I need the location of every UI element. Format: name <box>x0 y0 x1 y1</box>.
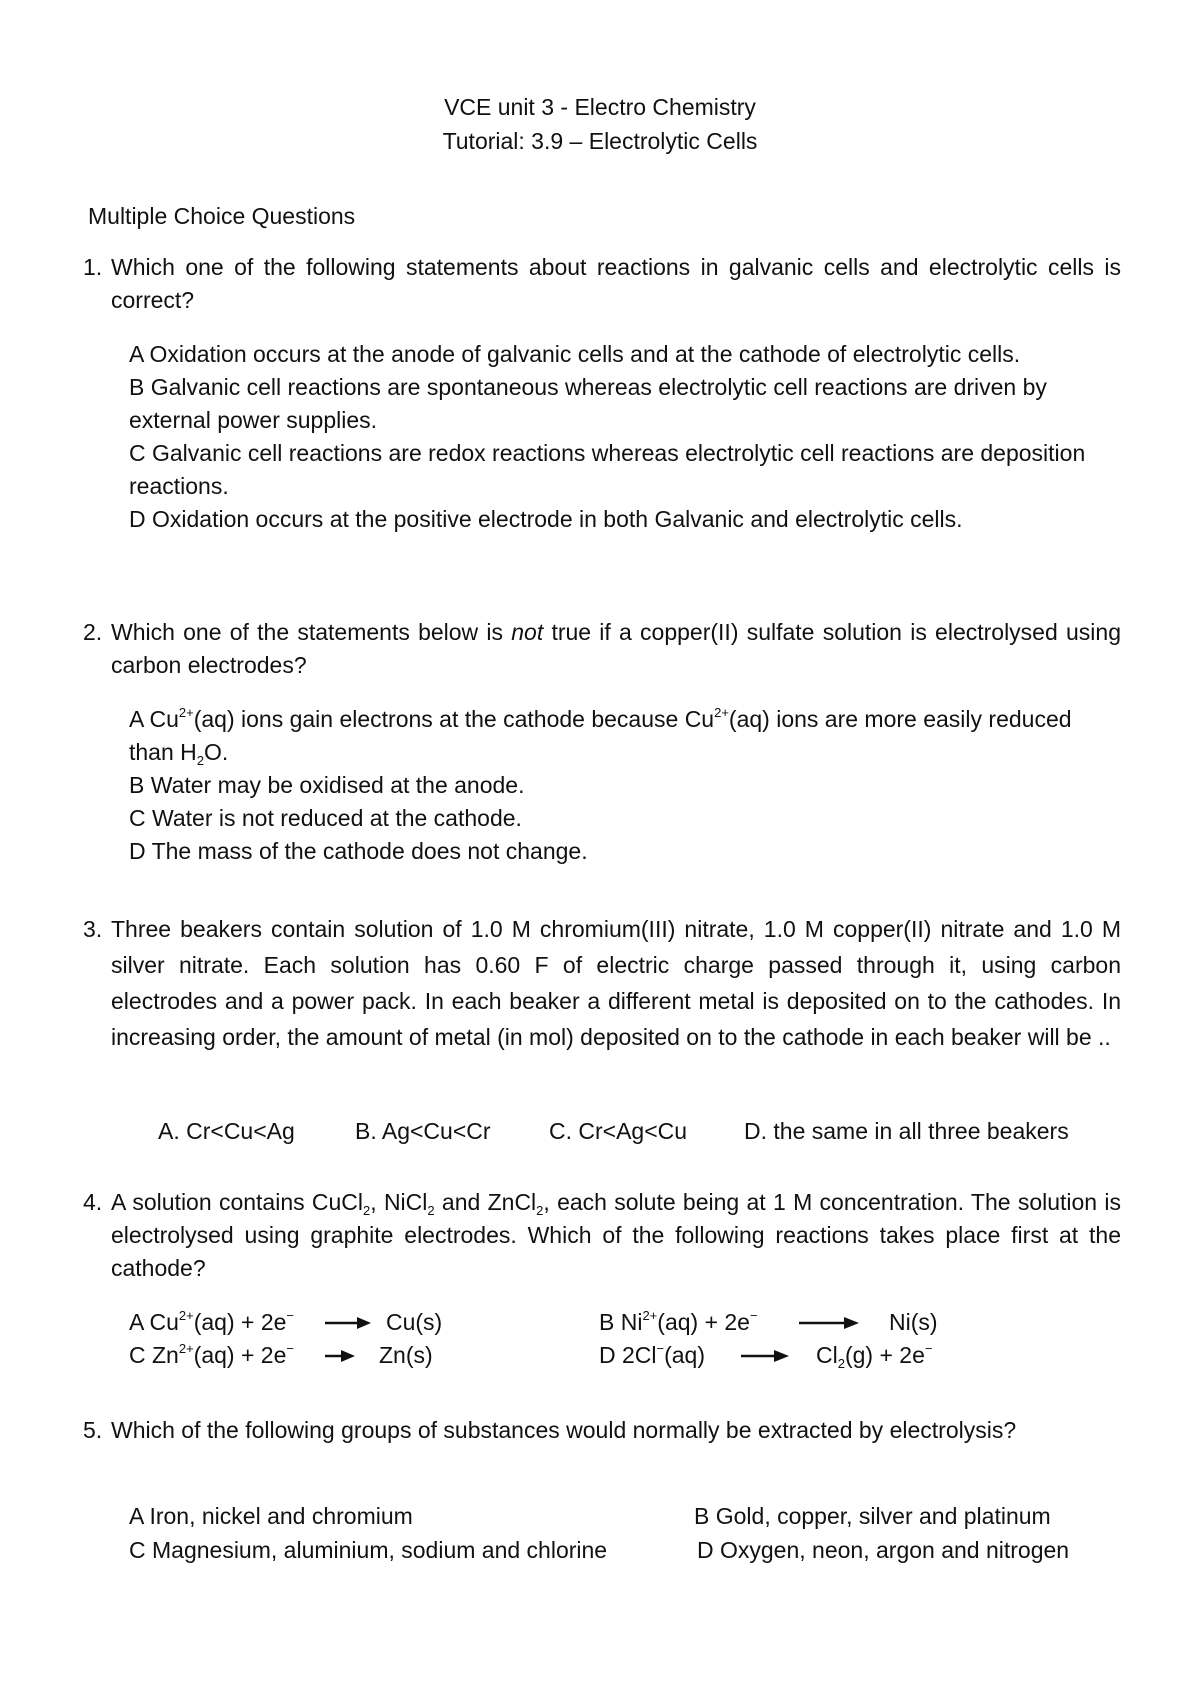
option-b-product: Ni(s) <box>889 1309 938 1335</box>
option-d: D 2Cl−(aq) <box>599 1341 706 1368</box>
question-4 <box>83 1186 1121 1285</box>
reaction-arrow-icon <box>799 1316 859 1330</box>
option-d: D. the same in all three beakers <box>744 1118 1069 1144</box>
option-d: D Oxidation occurs at the positive electrode in both Galvanic and electrolytic cells. <box>129 506 963 532</box>
question-4-options <box>129 1306 1119 1376</box>
option-a-product: Cu(s) <box>386 1309 443 1335</box>
option-b: B Galvanic cell reactions are spontaneous whereas electrolytic cell reactions are driven by external power supplies. <box>129 374 1047 433</box>
option-a: A $Cu^{2+}(aq)$ ions gain electrons at the cathode because $Cu^{2+}(aq)$ ions are more easily reduced than $H_2O$. <box>129 705 1072 768</box>
emphasis-not: not <box>511 619 544 645</box>
question-text: Three beakers contain solution of 1.0 M chromium(III) nitrate, 1.0 M copper(II) nitrate and 1.0 M silver nitrate. Each solution has 0.60 F of electric charge passed through it, using carbon electrodes and a power pack. In each beaker a different metal is deposited on to the cathodes. In increasing order, the amount of metal (in mol) deposited on to the cathode in each beaker will be .. <box>111 916 1121 1050</box>
question-3 <box>83 911 1121 1055</box>
option-d: D Oxygen, neon, argon and nitrogen <box>697 1537 1070 1563</box>
section-heading: Multiple Choice Questions <box>88 203 356 229</box>
option-a: A Oxidation occurs at the anode of galvanic cells and at the cathode of electrolytic cells. <box>129 341 1021 367</box>
question-1-options <box>129 338 1121 536</box>
question-text: Which of the following groups of substances would normally be extracted by electrolysis? <box>111 1417 1017 1443</box>
option-b: B. Ag<Cu<Cr <box>355 1118 491 1144</box>
option-c: C Magnesium, aluminium, sodium and chlorine <box>129 1537 608 1563</box>
document-subtitle: Tutorial: 3.9 – Electrolytic Cells <box>442 128 758 154</box>
reaction-arrow-icon <box>741 1349 789 1363</box>
question-5-options <box>129 1500 1119 1570</box>
question-text: A solution contains CuCl$_2$, NiCl$_2$ and ZnCl$_2$, each solute being at 1 M concentration. The solution is electrolysed using graphite electrodes. Which of the following reactions takes place first at the cathode? <box>111 1189 1121 1281</box>
question-text: Which one of the statements below is not true if a copper(II) sulfate solution is electrolysed using carbon electrodes? <box>111 619 1121 678</box>
reaction-arrow-icon <box>325 1349 355 1363</box>
question-number: 5. <box>83 1417 103 1443</box>
option-b: B Water may be oxidised at the anode. <box>129 772 525 798</box>
option-d: D The mass of the cathode does not change. <box>129 838 588 864</box>
option-c-product: Zn(s) <box>379 1342 433 1368</box>
question-text: Which one of the following statements about reactions in galvanic cells and electrolytic cells is correct? <box>111 254 1121 313</box>
option-c: C $Zn^{2+}(aq) + 2e^-$ <box>129 1341 294 1368</box>
option-c: C. Cr<Ag<Cu <box>549 1118 688 1144</box>
question-number: 1. <box>83 254 103 280</box>
question-5 <box>83 1414 1121 1447</box>
question-2 <box>83 616 1121 682</box>
question-number: 4. <box>83 1189 103 1215</box>
option-d-product: $Cl_2(g) + 2e^-$ <box>816 1341 933 1371</box>
option-c: C Water is not reduced at the cathode. <box>129 805 522 831</box>
option-b: B Gold, copper, silver and platinum <box>694 1503 1051 1529</box>
option-a: A Iron, nickel and chromium <box>129 1503 413 1529</box>
option-b: B $Ni^{2+}(aq) + 2e^-$ <box>599 1308 758 1335</box>
question-number: 2. <box>83 619 103 645</box>
reaction-arrow-icon <box>325 1316 371 1330</box>
document-title: VCE unit 3 - Electro Chemistry <box>444 94 756 120</box>
option-a: A $Cu^{2+}(aq) + 2e^-$ <box>129 1308 294 1335</box>
question-1 <box>83 251 1121 317</box>
question-2-options <box>129 703 1121 868</box>
option-a: A. Cr<Cu<Ag <box>158 1118 295 1144</box>
option-c: C Galvanic cell reactions are redox reactions whereas electrolytic cell reactions are deposition reactions. <box>129 440 1086 499</box>
question-number: 3. <box>83 916 103 942</box>
